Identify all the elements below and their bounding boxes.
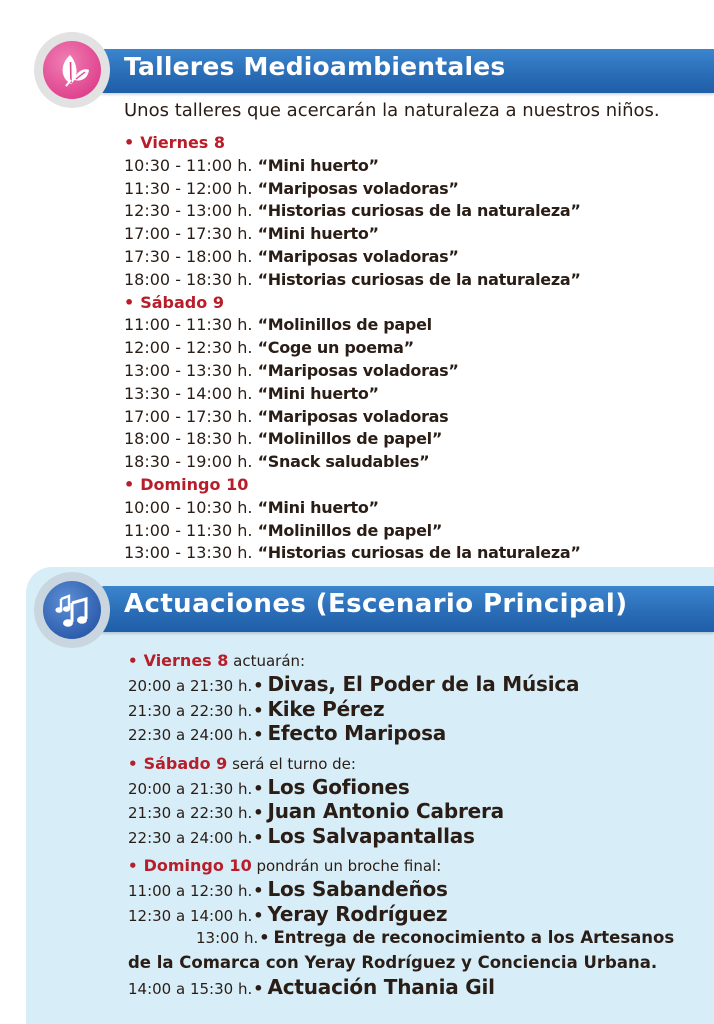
workshop-row: [124, 360, 581, 383]
section-title-actuaciones: Actuaciones (Escenario Principal): [124, 589, 628, 619]
day-heading: [124, 292, 581, 315]
special-event-continuation: [128, 951, 674, 976]
day-label: Viernes 8: [140, 133, 226, 152]
bullet-icon: •: [253, 778, 264, 798]
workshop-time: 17:00 - 17:30 h.: [124, 224, 253, 244]
workshop-name: “Molinillos de papel: [257, 315, 432, 335]
performance-act: Juan Antonio Cabrera: [267, 799, 504, 823]
workshop-time: 12:30 - 13:00 h.: [124, 201, 253, 221]
workshop-time: 10:00 - 10:30 h.: [124, 497, 253, 517]
day-heading: [124, 132, 581, 155]
bullet-icon: •: [124, 133, 135, 152]
special-event-row: [128, 926, 674, 951]
workshop-row: [124, 428, 581, 451]
workshop-time: 17:30 - 18:00 h.: [124, 246, 253, 266]
workshop-time: 18:30 - 19:00 h.: [124, 452, 253, 472]
workshop-time: 10:30 - 11:00 h.: [124, 155, 253, 175]
bullet-icon: •: [253, 803, 264, 822]
workshop-row: [124, 246, 581, 269]
workshop-row: [124, 337, 581, 360]
bullet-icon: •: [253, 979, 264, 998]
workshop-row: [124, 314, 581, 337]
workshop-time: 18:00 - 18:30 h.: [124, 429, 253, 449]
performance-time: 20:00 a 21:30 h.: [128, 779, 253, 798]
workshop-time: 18:00 - 18:30 h.: [124, 269, 253, 289]
workshop-name: “Historias curiosas de la naturaleza”: [257, 543, 581, 563]
performance-time: 21:30 a 22:30 h.: [128, 804, 253, 822]
workshop-time: 12:00 - 12:30 h.: [124, 338, 253, 358]
bullet-icon: •: [253, 905, 264, 925]
spacer: [128, 746, 674, 753]
workshop-name: “Molinillos de papel”: [257, 429, 443, 449]
workshop-time: 17:00 - 17:30 h.: [124, 406, 253, 426]
workshop-row: [124, 178, 581, 201]
day-suffix: será el turno de:: [227, 754, 356, 773]
performance-row: [128, 799, 674, 824]
performance-act: Yeray Rodríguez: [267, 901, 448, 926]
day-label: Domingo 10: [140, 474, 249, 494]
workshop-row: [124, 269, 581, 292]
special-event-time: 13:00 h.: [196, 929, 259, 947]
actuaciones-schedule: [128, 650, 674, 1000]
day-label: Viernes 8: [143, 651, 229, 670]
workshop-name: “Mini huerto”: [257, 383, 379, 403]
workshop-row: [124, 223, 581, 246]
bullet-icon: •: [259, 928, 270, 947]
workshop-row: [124, 542, 581, 565]
workshop-time: 13:00 - 13:30 h.: [124, 543, 253, 563]
day-suffix: actuarán:: [228, 652, 306, 670]
performance-row: [128, 824, 674, 849]
performance-row: [128, 672, 674, 697]
bullet-icon: •: [128, 652, 138, 670]
performance-row: [128, 877, 674, 902]
workshop-name: “Historias curiosas de la naturaleza”: [257, 269, 581, 289]
section-title-talleres: Talleres Medioambientales: [124, 52, 506, 81]
workshop-name: “Mariposas voladoras”: [257, 360, 459, 380]
performance-time: 22:30 a 24:00 h.: [128, 828, 253, 847]
leaf-icon: [43, 41, 101, 99]
workshop-name: “Snack saludables”: [257, 452, 430, 472]
performance-act: Divas, El Poder de la Música: [267, 672, 580, 696]
day-heading: [124, 474, 581, 497]
day-suffix: pondrán un broche final:: [251, 857, 442, 875]
performance-act: Efecto Mariposa: [267, 721, 447, 745]
performance-act: Kike Pérez: [267, 696, 385, 721]
workshop-row: [124, 155, 581, 178]
performance-row: [128, 721, 674, 746]
special-event-text: Entrega de reconocimiento a los Artesanos: [273, 928, 675, 947]
talleres-badge: [34, 32, 110, 108]
bullet-icon: •: [253, 881, 264, 900]
performance-act: Los Sabandeños: [267, 877, 448, 901]
workshop-time: 11:00 - 11:30 h.: [124, 315, 253, 335]
performance-act: Actuación Thania Gil: [267, 975, 495, 999]
workshop-time: 13:30 - 14:00 h.: [124, 383, 253, 403]
workshop-name: “Mini huerto”: [257, 224, 379, 244]
workshop-name: “Historias curiosas de la naturaleza”: [257, 201, 581, 221]
performance-time: 22:30 a 24:00 h.: [128, 726, 253, 744]
performance-time: 21:30 a 22:30 h.: [128, 701, 253, 720]
performance-day-heading: [128, 753, 674, 775]
bullet-icon: •: [253, 700, 264, 720]
actuaciones-badge: [34, 572, 110, 648]
workshop-name: “Mariposas voladoras: [257, 406, 449, 426]
performance-row: [128, 902, 674, 927]
performance-day-heading: [128, 650, 674, 672]
performance-time: 12:30 a 14:00 h.: [128, 906, 253, 925]
music-notes-icon: [43, 581, 101, 639]
workshop-row: [124, 200, 581, 223]
day-label: Sábado 9: [143, 753, 228, 773]
talleres-intro: Unos talleres que acercarán la naturaleza a nuestros niños.: [124, 100, 660, 121]
performance-row: [128, 775, 674, 800]
special-event-text-2: de la Comarca con Yeray Rodríguez y Conciencia Urbana.: [128, 952, 658, 972]
bullet-icon: •: [124, 292, 135, 312]
bullet-icon: •: [253, 676, 264, 695]
bullet-icon: •: [124, 474, 135, 494]
bullet-icon: •: [253, 827, 264, 847]
workshop-row: [124, 406, 581, 429]
workshop-row: [124, 520, 581, 543]
workshop-time: 11:30 - 12:00 h.: [124, 178, 253, 198]
bullet-icon: •: [128, 857, 138, 875]
workshop-name: “Coge un poema”: [257, 338, 414, 358]
day-label: Domingo 10: [143, 856, 252, 875]
workshop-name: “Mini huerto”: [257, 155, 379, 175]
workshop-row: [124, 383, 581, 406]
workshop-row: [124, 451, 581, 474]
performance-act: Los Gofiones: [267, 774, 410, 799]
performance-time: 20:00 a 21:30 h.: [128, 677, 253, 695]
performance-time: 11:00 a 12:30 h.: [128, 882, 253, 900]
bullet-icon: •: [253, 725, 264, 744]
talleres-schedule: [124, 132, 581, 565]
performance-day-heading: [128, 855, 674, 877]
day-label: Sábado 9: [140, 292, 224, 312]
performance-row: [128, 975, 674, 1000]
spacer: [128, 848, 674, 855]
workshop-name: “Mariposas voladoras”: [257, 246, 459, 266]
workshop-name: “Mini huerto”: [257, 497, 379, 517]
performance-act: Los Salvapantallas: [267, 823, 475, 848]
workshop-name: “Molinillos de papel”: [257, 520, 443, 540]
bullet-icon: •: [128, 754, 138, 773]
workshop-time: 11:00 - 11:30 h.: [124, 520, 253, 540]
workshop-time: 13:00 - 13:30 h.: [124, 360, 253, 380]
performance-row: [128, 697, 674, 722]
workshop-name: “Mariposas voladoras”: [257, 178, 459, 198]
workshop-row: [124, 497, 581, 520]
performance-time: 14:00 a 15:30 h.: [128, 980, 253, 998]
